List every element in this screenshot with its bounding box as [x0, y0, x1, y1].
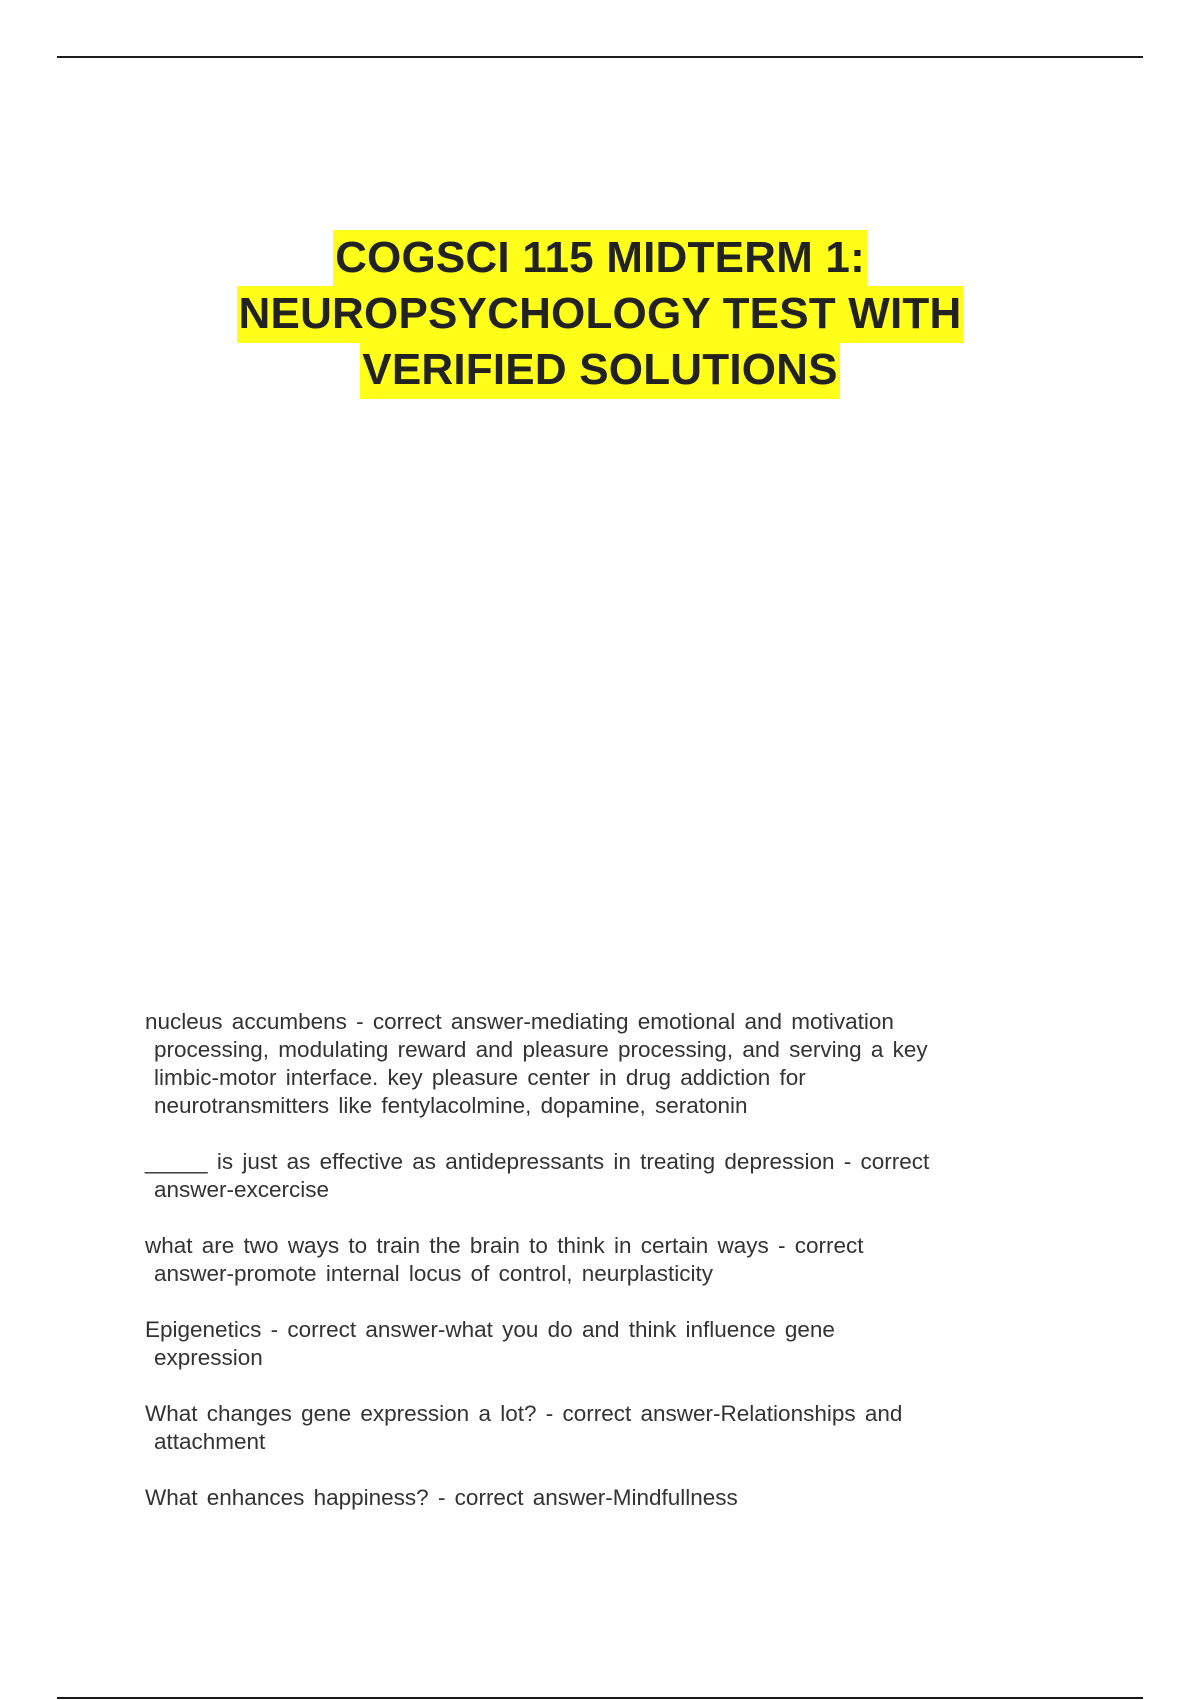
- document-title: [0, 230, 1200, 398]
- qa-line: answer-excercise: [154, 1177, 330, 1202]
- qa-item: [145, 1232, 1030, 1288]
- qa-line: expression: [154, 1345, 263, 1370]
- qa-line: What changes gene expression a lot? - correct answer-Relationships and: [145, 1401, 903, 1426]
- qa-item: [145, 1484, 1030, 1512]
- qa-item: [145, 1008, 1030, 1120]
- qa-line: What enhances happiness? - correct answer-Mindfullness: [145, 1485, 738, 1510]
- title-line-2: NEUROPSYCHOLOGY TEST WITH: [237, 286, 964, 343]
- qa-line: what are two ways to train the brain to think in certain ways - correct: [145, 1233, 864, 1258]
- qa-item: [145, 1148, 1030, 1204]
- qa-line: nucleus accumbens - correct answer-mediating emotional and motivation: [145, 1009, 894, 1034]
- qa-item: [145, 1316, 1030, 1372]
- qa-line: attachment: [154, 1429, 266, 1454]
- qa-item: [145, 1400, 1030, 1456]
- title-line-3: VERIFIED SOLUTIONS: [360, 342, 839, 399]
- header-rule: [57, 56, 1143, 58]
- qa-line: limbic-motor interface. key pleasure center in drug addiction for: [154, 1065, 806, 1090]
- qa-line: _____ is just as effective as antidepressants in treating depression - correct: [145, 1149, 930, 1174]
- footer-rule: [57, 1697, 1143, 1699]
- title-line-1: COGSCI 115 MIDTERM 1:: [333, 230, 867, 287]
- qa-line: neurotransmitters like fentylacolmine, dopamine, seratonin: [154, 1093, 748, 1118]
- qa-list: [145, 1008, 1030, 1540]
- qa-line: Epigenetics - correct answer-what you do and think influence gene: [145, 1317, 835, 1342]
- qa-line: answer-promote internal locus of control, neurplasticity: [154, 1261, 713, 1286]
- qa-line: processing, modulating reward and pleasure processing, and serving a key: [154, 1037, 928, 1062]
